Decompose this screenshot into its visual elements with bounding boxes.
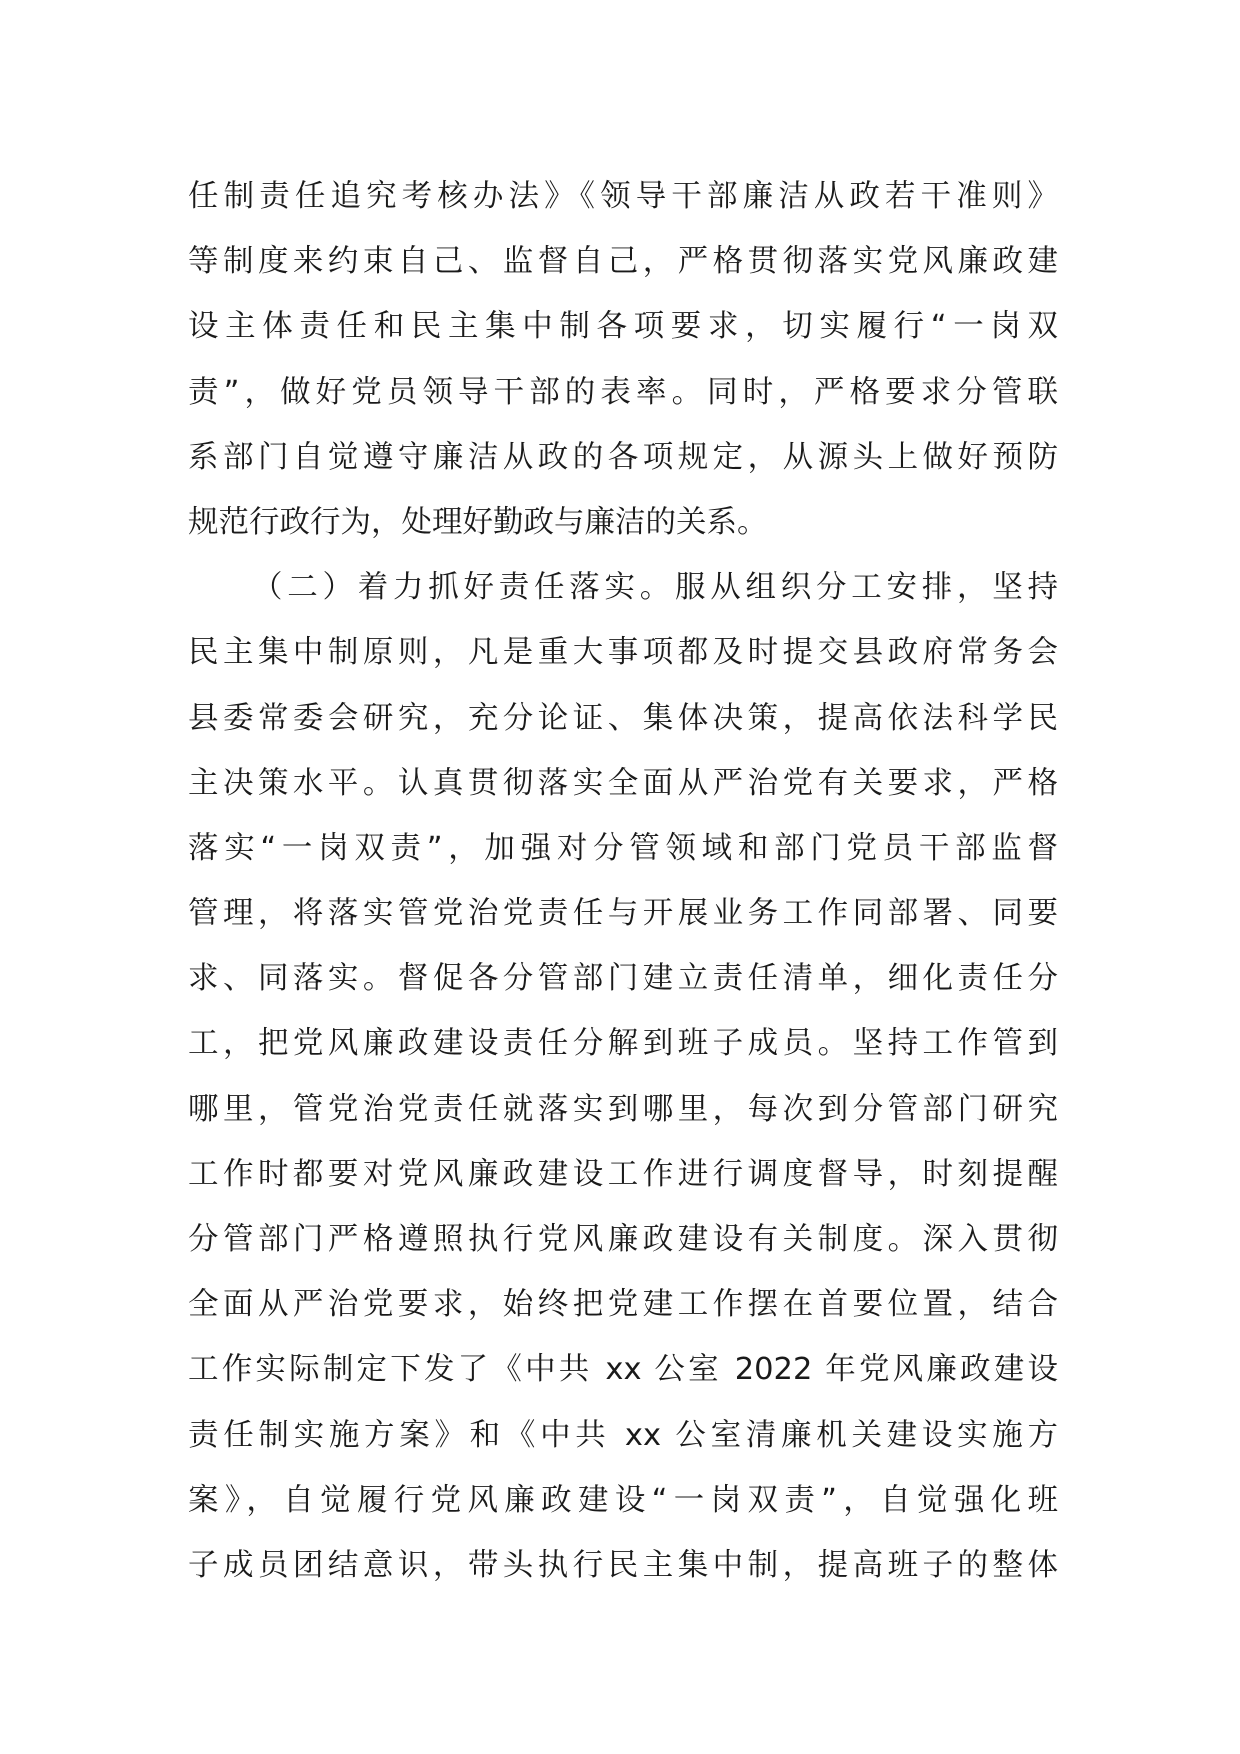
text-line: 工作实际制定下发了《中共 xx 公室 2022 年党风廉政建设 xyxy=(188,1352,1058,1388)
paragraph-end-line: 规范行政行为，处理好勤政与廉洁的关系。 xyxy=(188,504,768,540)
text-line: 工作时都要对党风廉政建设工作进行调度督导，时刻提醒 xyxy=(188,1156,1058,1192)
text-line: 哪里，管党治党责任就落实到哪里，每次到分管部门研究 xyxy=(188,1091,1058,1127)
text-line: 系部门自觉遵守廉洁从政的各项规定，从源头上做好预防 xyxy=(188,439,1058,475)
text-line: 等制度来约束自己、监督自己，严格贯彻落实党风廉政建 xyxy=(188,244,1058,280)
text-line: 主决策水平。认真贯彻落实全面从严治党有关要求，严格 xyxy=(188,765,1058,801)
text-line: 子成员团结意识，带头执行民主集中制，提高班子的整体 xyxy=(188,1547,1058,1583)
text-line: 全面从严治党要求，始终把党建工作摆在首要位置，结合 xyxy=(188,1287,1058,1323)
text-line: 设主体责任和民主集中制各项要求，切实履行“一岗双 xyxy=(188,309,1058,345)
text-line: 民主集中制原则，凡是重大事项都及时提交县政府常务会 xyxy=(188,635,1058,671)
text-line: 案》，自觉履行党风廉政建设“一岗双责”，自觉强化班 xyxy=(188,1482,1058,1518)
text-line: 县委常委会研究，充分论证、集体决策，提高依法科学民 xyxy=(188,700,1058,736)
text-line: 管理，将落实管党治党责任与开展业务工作同部署、同要 xyxy=(188,896,1058,932)
text-line: 落实“一岗双责”，加强对分管领域和部门党员干部监督 xyxy=(188,830,1058,866)
text-line: 任制责任追究考核办法》《领导干部廉洁从政若干准则》 xyxy=(188,179,1058,214)
body-text xyxy=(188,164,1058,1598)
section-heading-line: （二）着力抓好责任落实。服从组织分工安排，坚持 xyxy=(252,570,1058,606)
text-line: 责”，做好党员领导干部的表率。同时，严格要求分管联 xyxy=(188,374,1058,410)
text-line: 责任制实施方案》和《中共 xx 公室清廉机关建设实施方 xyxy=(188,1417,1058,1453)
text-line: 工，把党风廉政建设责任分解到班子成员。坚持工作管到 xyxy=(188,1026,1058,1062)
text-line: 求、同落实。督促各分管部门建立责任清单，细化责任分 xyxy=(188,961,1058,997)
text-line: 分管部门严格遵照执行党风廉政建设有关制度。深入贯彻 xyxy=(188,1222,1058,1257)
